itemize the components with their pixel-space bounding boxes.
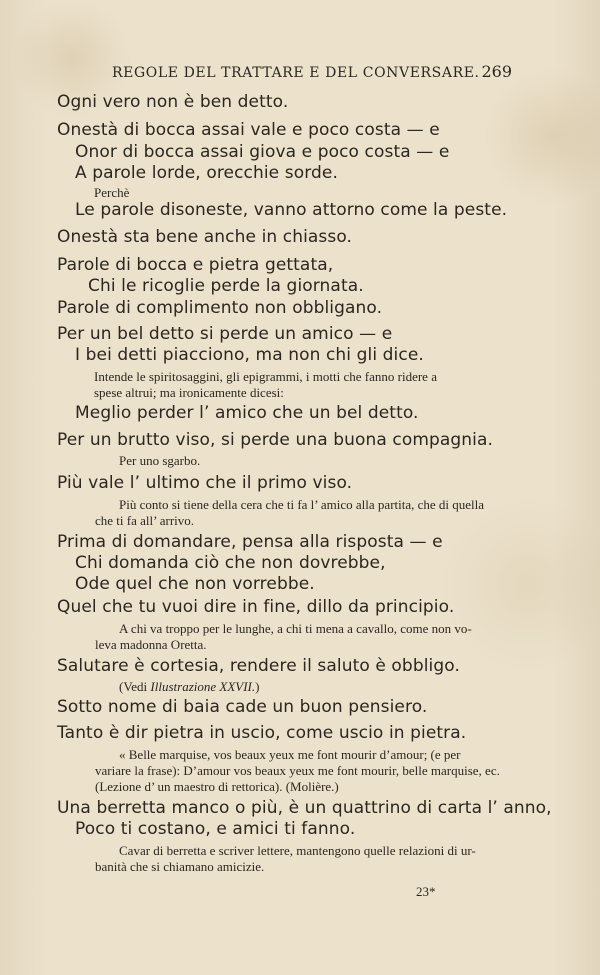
commentary-line: spese altrui; ma ironicamente dicesi: xyxy=(94,385,284,400)
proverb-line: Meglio perder l’ amico che un bel detto. xyxy=(75,403,419,423)
proverb-line: Parole di bocca e pietra gettata, xyxy=(57,255,334,275)
proverb-line: A parole lorde, orecchie sorde. xyxy=(75,163,338,183)
proverb-line: Una berretta manco o più, è un quattrino di carta l’ anno, xyxy=(57,798,552,818)
commentary-line: Più conto si tiene della cera che ti fa l’ amico alla partita, che di quella xyxy=(119,497,485,512)
commentary-line: leva madonna Oretta. xyxy=(95,637,207,652)
commentary-line: banità che si chiamano amicizie. xyxy=(95,859,265,874)
proverb-line: Parole di complimento non obbligano. xyxy=(57,298,383,318)
illustration-reference: Illustrazione XXVII. xyxy=(150,679,256,694)
commentary-line: che ti fa all’ arrivo. xyxy=(95,513,195,528)
commentary-line: Per uno sgarbo. xyxy=(119,453,201,468)
proverb-line: Chi domanda ciò che non dovrebbe, xyxy=(75,553,386,573)
proverb-line: Le parole disoneste, vanno attorno come la peste. xyxy=(75,200,508,220)
signature-mark: 23* xyxy=(416,884,436,899)
commentary-line: Perchè xyxy=(94,185,130,200)
proverb-line: Prima di domandare, pensa alla risposta — e xyxy=(57,532,443,552)
proverb-line: Chi le ricoglie perde la giornata. xyxy=(88,276,364,296)
running-header xyxy=(112,62,512,81)
commentary-line: (Lezione d’ un maestro di rettorica). (Molière.) xyxy=(95,779,339,794)
commentary-line: Intende le spiritosaggini, gli epigrammi, i motti che fanno ridere a xyxy=(94,369,437,384)
proverb-line: Onor di bocca assai giova e poco costa — e xyxy=(75,142,450,162)
proverb-line: Più vale l’ ultimo che il primo viso. xyxy=(57,473,353,493)
proverb-line: Sotto nome di baia cade un buon pensiero. xyxy=(57,697,428,717)
commentary-line: « Belle marquise, vos beaux yeux me font mourir d’amour; (e per xyxy=(119,747,461,762)
proverb-line: Onestà sta bene anche in chiasso. xyxy=(57,227,353,247)
page-number: 269 xyxy=(481,62,512,81)
reference-line xyxy=(119,679,259,695)
commentary-line: A chi va troppo per le lunghe, a chi ti mena a cavallo, come non vo- xyxy=(119,621,472,636)
proverb-line: Tanto è dir pietra in uscio, come uscio in pietra. xyxy=(57,723,467,743)
header-title: REGOLE DEL TRATTARE E DEL CONVERSARE. xyxy=(112,65,480,81)
proverb-line: Poco ti costano, e amici ti fanno. xyxy=(75,819,356,839)
proverb-line: Per un brutto viso, si perde una buona compagnia. xyxy=(57,430,494,450)
proverb-line: I bei detti piacciono, ma non chi gli dice. xyxy=(75,345,424,365)
proverb-line: Ode quel che non vorrebbe. xyxy=(75,574,315,594)
proverb-line: Salutare è cortesia, rendere il saluto è obbligo. xyxy=(57,656,460,676)
proverb-line: Onestà di bocca assai vale e poco costa — e xyxy=(57,120,440,140)
commentary-line: variare la frase): D’amour vos beaux yeux me font mourir, belle marquise, ec. xyxy=(95,763,500,778)
proverb-line: Quel che tu vuoi dire in fine, dillo da principio. xyxy=(57,597,455,617)
proverb-line: Per un bel detto si perde un amico — e xyxy=(57,324,393,344)
reference-prefix: (Vedi xyxy=(119,679,151,694)
proverb-line: Ogni vero non è ben detto. xyxy=(57,92,289,112)
reference-suffix: ) xyxy=(255,679,260,694)
commentary-line: Cavar di berretta e scriver lettere, mantengono quelle relazioni di ur- xyxy=(119,843,476,858)
